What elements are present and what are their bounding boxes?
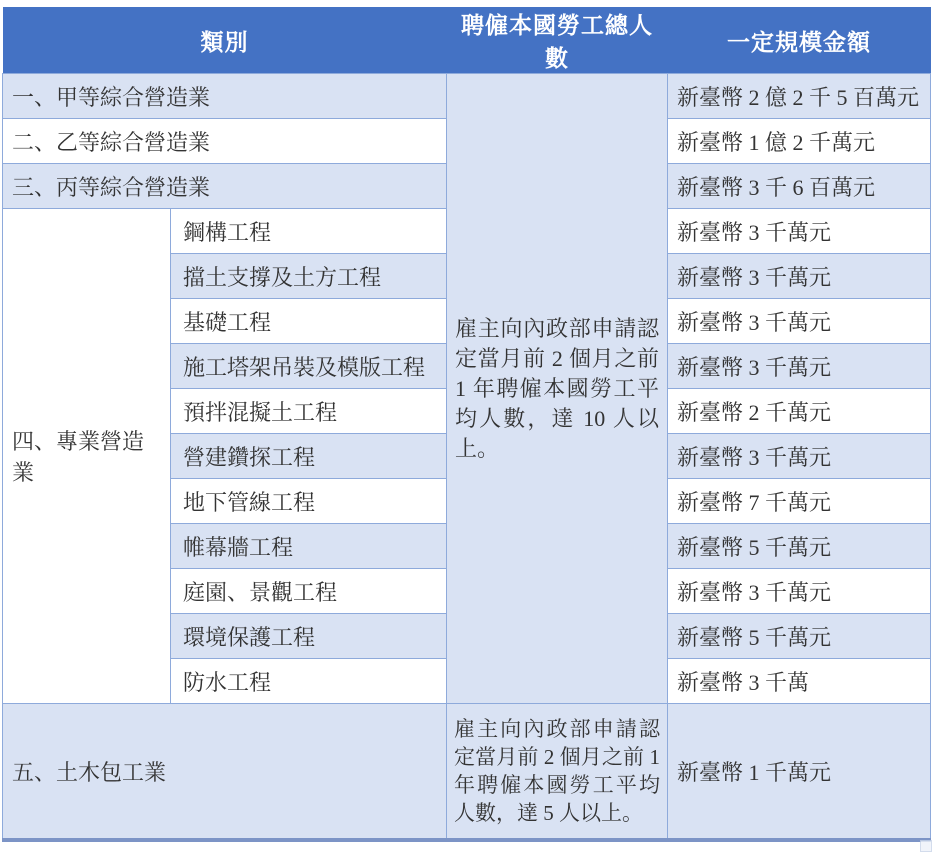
amount-cell: 新臺幣 3 千萬元 — [668, 209, 931, 254]
amount-cell: 新臺幣 3 千萬元 — [668, 434, 931, 479]
category-cell-class-a: 一、甲等綜合營造業 — [3, 74, 447, 119]
construction-industry-threshold-table — [2, 7, 931, 842]
header-workers: 聘僱本國勞工總人數 — [447, 7, 668, 74]
category-cell-specialty: 四、專業營造業 — [3, 209, 171, 704]
amount-cell: 新臺幣 2 億 2 千 5 百萬元 — [668, 74, 931, 119]
table-row — [3, 704, 931, 841]
amount-cell: 新臺幣 1 千萬元 — [668, 704, 931, 841]
workers-note-cell-civil: 雇主向內政部申請認定當月前 2 個月之前 1 年聘僱本國勞工平均人數，達 5 人以上。 — [447, 704, 668, 841]
amount-cell: 新臺幣 3 千萬元 — [668, 569, 931, 614]
specialty-item-name: 帷幕牆工程 — [171, 524, 447, 569]
specialty-item-name: 施工塔架吊裝及模版工程 — [171, 344, 447, 389]
amount-cell: 新臺幣 3 千萬元 — [668, 344, 931, 389]
amount-cell: 新臺幣 1 億 2 千萬元 — [668, 119, 931, 164]
table-row — [3, 74, 931, 119]
category-cell-civil: 五、土木包工業 — [3, 704, 447, 841]
specialty-item-name: 擋土支撐及土方工程 — [171, 254, 447, 299]
workers-note-cell: 雇主向內政部申請認定當月前 2 個月之前 1 年聘僱本國勞工平均人數，達 10 人以上。 — [447, 74, 668, 704]
header-amount: 一定規模金額 — [668, 7, 931, 74]
specialty-item-name: 預拌混擬土工程 — [171, 389, 447, 434]
specialty-item-name: 環境保護工程 — [171, 614, 447, 659]
amount-cell: 新臺幣 3 千萬 — [668, 659, 931, 704]
header-row — [3, 7, 931, 74]
amount-cell: 新臺幣 3 千 6 百萬元 — [668, 164, 931, 209]
specialty-item-name: 營建鑽探工程 — [171, 434, 447, 479]
amount-cell: 新臺幣 5 千萬元 — [668, 524, 931, 569]
header-category: 類別 — [3, 7, 447, 74]
specialty-item-name: 鋼構工程 — [171, 209, 447, 254]
specialty-item-name: 地下管線工程 — [171, 479, 447, 524]
specialty-item-name: 基礎工程 — [171, 299, 447, 344]
regulation-table-container — [2, 7, 930, 842]
category-cell-class-c: 三、丙等綜合營造業 — [3, 164, 447, 209]
amount-cell: 新臺幣 7 千萬元 — [668, 479, 931, 524]
amount-cell: 新臺幣 5 千萬元 — [668, 614, 931, 659]
category-cell-class-b: 二、乙等綜合營造業 — [3, 119, 447, 164]
amount-cell: 新臺幣 3 千萬元 — [668, 299, 931, 344]
amount-cell: 新臺幣 3 千萬元 — [668, 254, 931, 299]
specialty-item-name: 庭園、景觀工程 — [171, 569, 447, 614]
amount-cell: 新臺幣 2 千萬元 — [668, 389, 931, 434]
specialty-item-name: 防水工程 — [171, 659, 447, 704]
table-resize-handle — [920, 840, 932, 852]
